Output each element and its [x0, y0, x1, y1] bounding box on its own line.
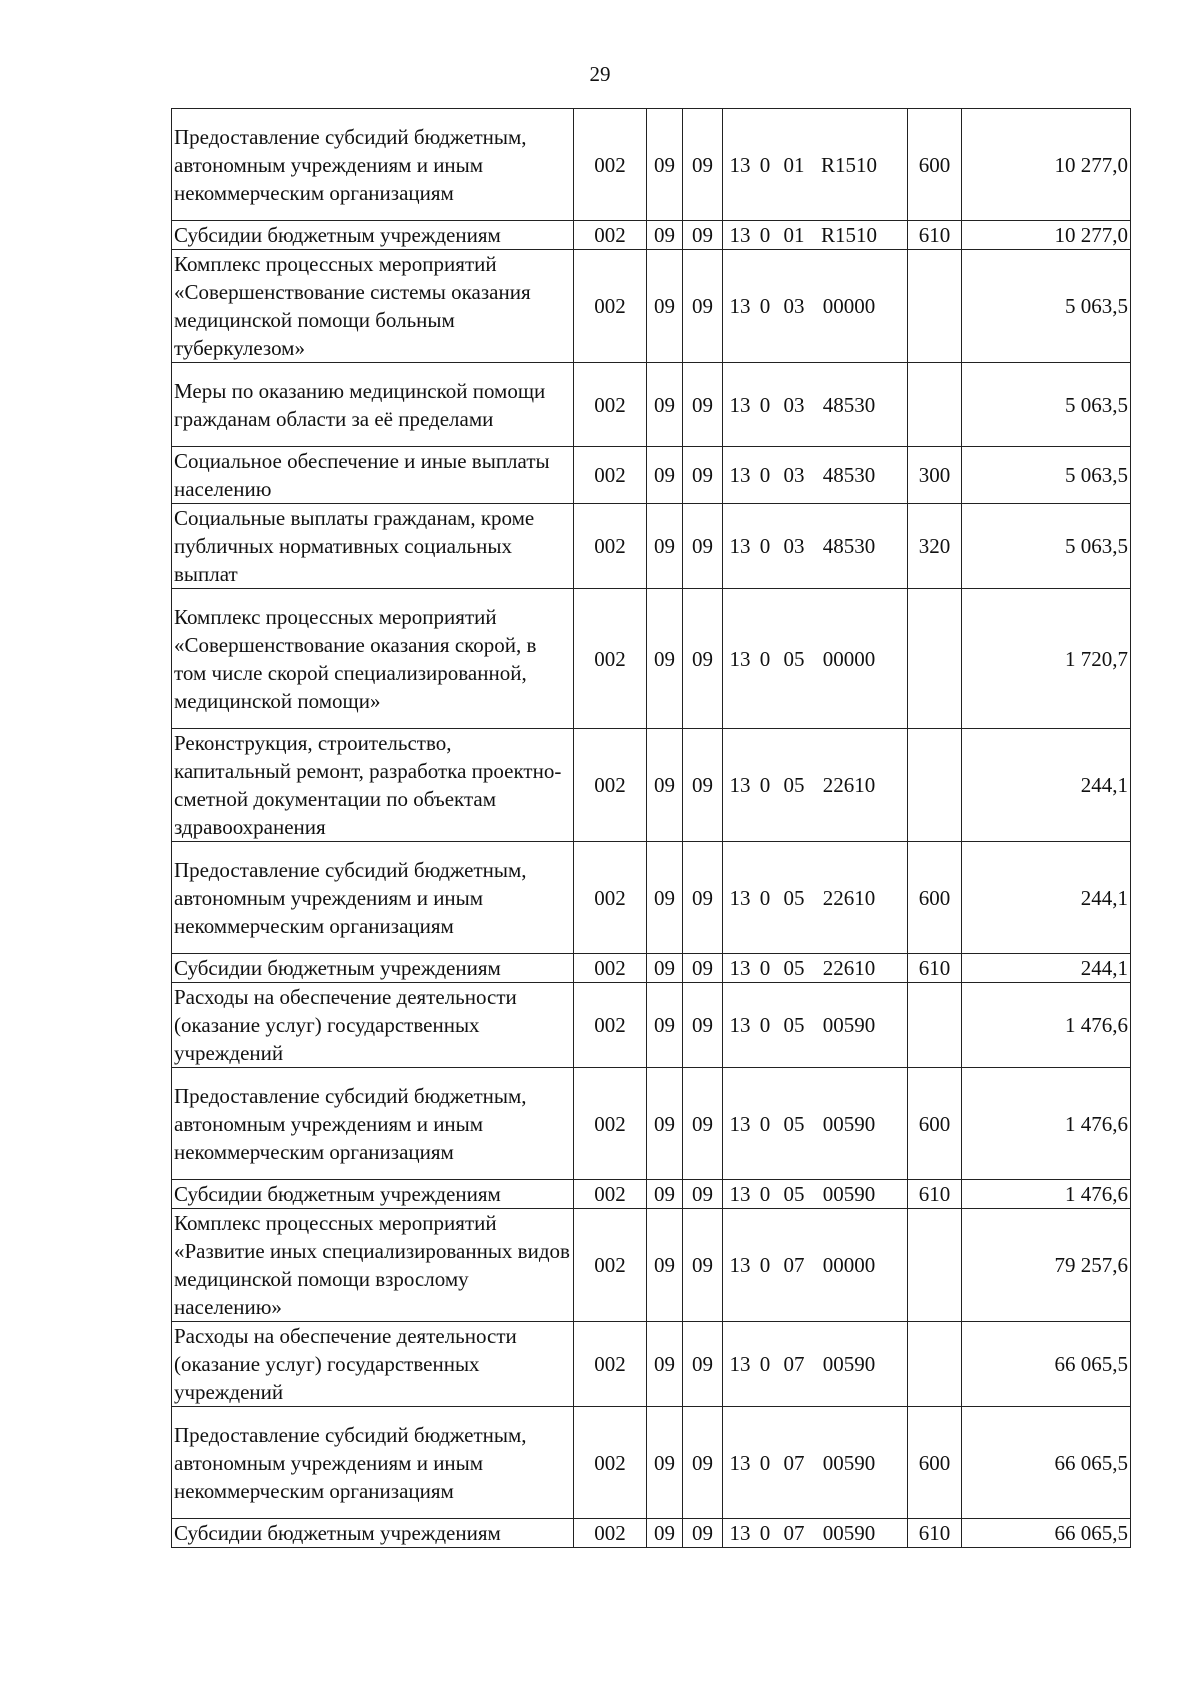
csr-part: R1510: [820, 223, 877, 247]
row-pr: 09: [683, 447, 723, 504]
row-csr: [723, 842, 908, 954]
row-csr: [723, 221, 908, 250]
row-vr: [908, 983, 962, 1068]
row-pr: 09: [683, 1209, 723, 1322]
row-rz: 09: [647, 221, 683, 250]
csr-part: 0: [759, 1013, 771, 1037]
csr-part: 07: [783, 1253, 805, 1277]
table-row: [172, 1322, 1131, 1407]
row-ved: 002: [574, 954, 647, 983]
row-vr: 610: [908, 1519, 962, 1548]
row-amount: 1 476,6: [962, 1180, 1131, 1209]
row-name: Предоставление субсидий бюджетным, автономным учреждениям и иным некоммерческим организациям: [172, 842, 574, 954]
csr-part: 00590: [822, 1111, 876, 1136]
row-amount: 66 065,5: [962, 1407, 1131, 1519]
csr-part: 0: [759, 463, 771, 487]
row-pr: 09: [683, 954, 723, 983]
row-amount: 5 063,5: [962, 250, 1131, 363]
row-ved: 002: [574, 221, 647, 250]
csr-part: 22610: [822, 773, 876, 797]
row-name: Предоставление субсидий бюджетным, автономным учреждениям и иным некоммерческим организациям: [172, 109, 574, 221]
row-pr: 09: [683, 363, 723, 447]
row-vr: 610: [908, 1180, 962, 1209]
row-csr: [723, 954, 908, 983]
row-rz: 09: [647, 1180, 683, 1209]
csr-part: 03: [783, 294, 805, 318]
budget-table: [171, 108, 1131, 1548]
row-pr: 09: [683, 589, 723, 729]
row-amount: 79 257,6: [962, 1209, 1131, 1322]
csr-part: 13: [729, 646, 751, 671]
csr-part: 05: [783, 885, 805, 910]
row-amount: 10 277,0: [962, 221, 1131, 250]
row-name: Расходы на обеспечение деятельности (оказание услуг) государственных учреждений: [172, 1322, 574, 1407]
csr-part: 03: [783, 463, 805, 487]
csr-part: 13: [729, 1013, 751, 1037]
row-ved: 002: [574, 1519, 647, 1548]
csr-part: 13: [729, 294, 751, 318]
csr-part: 05: [783, 1013, 805, 1037]
row-ved: 002: [574, 1407, 647, 1519]
csr-part: 0: [759, 1521, 771, 1545]
row-rz: 09: [647, 1519, 683, 1548]
csr-part: 13: [729, 1352, 751, 1376]
row-csr: [723, 1180, 908, 1209]
row-csr: [723, 504, 908, 589]
table-row: [172, 729, 1131, 842]
row-ved: 002: [574, 729, 647, 842]
csr-part: 13: [729, 885, 751, 910]
csr-part: 48530: [822, 534, 876, 558]
row-ved: 002: [574, 504, 647, 589]
row-amount: 244,1: [962, 842, 1131, 954]
page-number: 29: [589, 62, 611, 86]
csr-part: 22610: [822, 956, 876, 980]
csr-part: 0: [759, 1182, 771, 1206]
csr-part: 13: [729, 392, 751, 417]
csr-part: 05: [783, 1182, 805, 1206]
row-rz: 09: [647, 842, 683, 954]
csr-part: 13: [729, 773, 751, 797]
row-rz: 09: [647, 504, 683, 589]
csr-part: 01: [783, 223, 805, 247]
table-body: [172, 109, 1131, 1548]
row-amount: 244,1: [962, 954, 1131, 983]
row-vr: [908, 729, 962, 842]
row-amount: 5 063,5: [962, 447, 1131, 504]
csr-part: 00590: [822, 1352, 876, 1376]
row-ved: 002: [574, 447, 647, 504]
row-ved: 002: [574, 1209, 647, 1322]
csr-part: 13: [729, 1111, 751, 1136]
row-csr: [723, 729, 908, 842]
row-vr: 610: [908, 954, 962, 983]
csr-part: 05: [783, 956, 805, 980]
row-amount: 244,1: [962, 729, 1131, 842]
row-rz: 09: [647, 250, 683, 363]
row-ved: 002: [574, 363, 647, 447]
csr-part: 00000: [822, 646, 876, 671]
csr-part: 05: [783, 773, 805, 797]
row-amount: 1 476,6: [962, 1068, 1131, 1180]
csr-part: 13: [729, 1182, 751, 1206]
csr-part: 0: [759, 1450, 771, 1475]
csr-part: 0: [759, 392, 771, 417]
row-name: Субсидии бюджетным учреждениям: [172, 1519, 574, 1548]
csr-part: 00000: [822, 1253, 876, 1277]
row-name: Реконструкция, строительство, капитальный ремонт, разработка проектно-сметной документации по объектам здравоохранения: [172, 729, 574, 842]
row-rz: 09: [647, 1068, 683, 1180]
row-pr: 09: [683, 221, 723, 250]
row-name: Комплекс процессных мероприятий «Развитие иных специализированных видов медицинской помощи взрослому населению»: [172, 1209, 574, 1322]
csr-part: 0: [759, 885, 771, 910]
row-rz: 09: [647, 447, 683, 504]
csr-part: 13: [729, 534, 751, 558]
csr-part: 03: [783, 392, 805, 417]
table-row: [172, 363, 1131, 447]
csr-part: 00590: [822, 1450, 876, 1475]
row-rz: 09: [647, 1209, 683, 1322]
csr-part: 00000: [822, 294, 876, 318]
csr-part: 0: [759, 152, 771, 177]
table-row: [172, 842, 1131, 954]
row-vr: 600: [908, 1068, 962, 1180]
row-vr: [908, 589, 962, 729]
row-rz: 09: [647, 729, 683, 842]
csr-part: 13: [729, 956, 751, 980]
csr-part: 0: [759, 1253, 771, 1277]
row-vr: 610: [908, 221, 962, 250]
row-vr: [908, 363, 962, 447]
row-csr: [723, 1407, 908, 1519]
csr-part: 13: [729, 223, 751, 247]
csr-part: 13: [729, 1450, 751, 1475]
csr-part: 13: [729, 1521, 751, 1545]
csr-part: 0: [759, 534, 771, 558]
row-csr: [723, 447, 908, 504]
row-amount: 10 277,0: [962, 109, 1131, 221]
row-ved: 002: [574, 250, 647, 363]
row-csr: [723, 1209, 908, 1322]
table-row: [172, 1068, 1131, 1180]
csr-part: 07: [783, 1352, 805, 1376]
csr-part: 22610: [822, 885, 876, 910]
table-row: [172, 1407, 1131, 1519]
csr-part: 48530: [822, 392, 876, 417]
row-pr: 09: [683, 250, 723, 363]
csr-part: 00590: [822, 1182, 876, 1206]
row-csr: [723, 1068, 908, 1180]
row-rz: 09: [647, 363, 683, 447]
csr-part: 03: [783, 534, 805, 558]
row-csr: [723, 983, 908, 1068]
table-row: [172, 109, 1131, 221]
row-name: Предоставление субсидий бюджетным, автономным учреждениям и иным некоммерческим организациям: [172, 1407, 574, 1519]
row-csr: [723, 589, 908, 729]
csr-part: 13: [729, 1253, 751, 1277]
row-name: Меры по оказанию медицинской помощи гражданам области за её пределами: [172, 363, 574, 447]
row-vr: [908, 1209, 962, 1322]
csr-part: 0: [759, 773, 771, 797]
row-rz: 09: [647, 954, 683, 983]
row-ved: 002: [574, 842, 647, 954]
row-csr: [723, 1519, 908, 1548]
row-pr: 09: [683, 1519, 723, 1548]
row-pr: 09: [683, 109, 723, 221]
csr-part: 0: [759, 1352, 771, 1376]
row-csr: [723, 363, 908, 447]
row-ved: 002: [574, 1180, 647, 1209]
row-name: Комплекс процессных мероприятий «Совершенствование системы оказания медицинской помощи больным туберкулезом»: [172, 250, 574, 363]
row-pr: 09: [683, 729, 723, 842]
csr-part: 13: [729, 463, 751, 487]
row-pr: 09: [683, 1180, 723, 1209]
csr-part: 0: [759, 294, 771, 318]
csr-part: 07: [783, 1521, 805, 1545]
csr-part: 0: [759, 223, 771, 247]
table-row: [172, 1519, 1131, 1548]
row-amount: 1 476,6: [962, 983, 1131, 1068]
row-pr: 09: [683, 983, 723, 1068]
table-row: [172, 447, 1131, 504]
row-rz: 09: [647, 983, 683, 1068]
row-csr: [723, 250, 908, 363]
csr-part: 13: [729, 152, 751, 177]
row-rz: 09: [647, 109, 683, 221]
csr-part: 01: [783, 152, 805, 177]
row-csr: [723, 1322, 908, 1407]
row-rz: 09: [647, 1407, 683, 1519]
csr-part: 0: [759, 956, 771, 980]
row-amount: 5 063,5: [962, 363, 1131, 447]
row-pr: 09: [683, 1322, 723, 1407]
row-amount: 1 720,7: [962, 589, 1131, 729]
row-amount: 66 065,5: [962, 1519, 1131, 1548]
row-rz: 09: [647, 589, 683, 729]
row-rz: 09: [647, 1322, 683, 1407]
row-amount: 5 063,5: [962, 504, 1131, 589]
csr-part: 05: [783, 646, 805, 671]
csr-part: R1510: [820, 152, 877, 177]
row-name: Расходы на обеспечение деятельности (оказание услуг) государственных учреждений: [172, 983, 574, 1068]
row-vr: 600: [908, 1407, 962, 1519]
csr-part: 05: [783, 1111, 805, 1136]
row-name: Социальные выплаты гражданам, кроме публичных нормативных социальных выплат: [172, 504, 574, 589]
row-pr: 09: [683, 1068, 723, 1180]
row-ved: 002: [574, 1322, 647, 1407]
row-pr: 09: [683, 842, 723, 954]
row-name: Предоставление субсидий бюджетным, автономным учреждениям и иным некоммерческим организациям: [172, 1068, 574, 1180]
table-row: [172, 1209, 1131, 1322]
row-vr: 600: [908, 109, 962, 221]
row-ved: 002: [574, 109, 647, 221]
csr-part: 00590: [822, 1521, 876, 1545]
row-vr: [908, 1322, 962, 1407]
row-pr: 09: [683, 504, 723, 589]
row-csr: [723, 109, 908, 221]
csr-part: 0: [759, 1111, 771, 1136]
table-row: [172, 250, 1131, 363]
row-vr: 320: [908, 504, 962, 589]
row-pr: 09: [683, 1407, 723, 1519]
row-ved: 002: [574, 983, 647, 1068]
csr-part: 0: [759, 646, 771, 671]
csr-part: 07: [783, 1450, 805, 1475]
table-row: [172, 589, 1131, 729]
table-row: [172, 504, 1131, 589]
row-vr: 300: [908, 447, 962, 504]
row-name: Субсидии бюджетным учреждениям: [172, 1180, 574, 1209]
row-name: Субсидии бюджетным учреждениям: [172, 221, 574, 250]
csr-part: 48530: [822, 463, 876, 487]
table-row: [172, 983, 1131, 1068]
row-vr: [908, 250, 962, 363]
row-name: Комплекс процессных мероприятий «Совершенствование оказания скорой, в том числе скорой специализированной, медицинской помощи»: [172, 589, 574, 729]
table-row: [172, 954, 1131, 983]
table-row: [172, 1180, 1131, 1209]
csr-part: 00590: [822, 1013, 876, 1037]
row-name: Социальное обеспечение и иные выплаты населению: [172, 447, 574, 504]
row-ved: 002: [574, 589, 647, 729]
row-amount: 66 065,5: [962, 1322, 1131, 1407]
table-row: [172, 221, 1131, 250]
row-name: Субсидии бюджетным учреждениям: [172, 954, 574, 983]
row-vr: 600: [908, 842, 962, 954]
row-ved: 002: [574, 1068, 647, 1180]
